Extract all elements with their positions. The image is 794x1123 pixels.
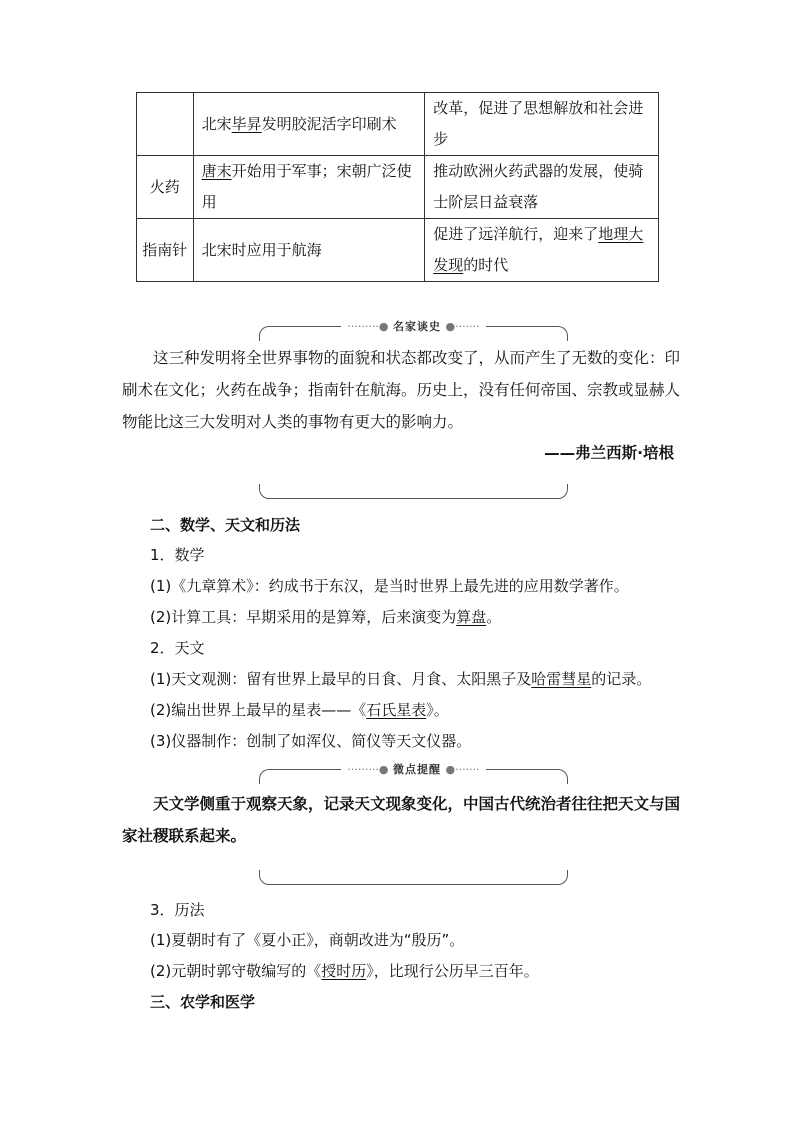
section-heading: 二、数学、天文和历法 xyxy=(150,516,301,534)
invention-development: 唐末开始用于军事；宋朝广泛使用 xyxy=(193,156,425,219)
inventions-table xyxy=(136,92,659,282)
invention-development: 北宋时应用于航海 xyxy=(193,219,425,282)
quote-author: ——弗兰西斯·培根 xyxy=(544,444,674,462)
tip-box-bottom xyxy=(259,870,568,885)
invention-impact: 推动欧洲火药武器的发展，使骑士阶层日益衰落 xyxy=(425,156,659,219)
section-heading: 三、农学和医学 xyxy=(150,993,256,1011)
quote-box-top xyxy=(259,320,568,341)
tip-box-top xyxy=(259,763,568,784)
invention-name xyxy=(137,93,194,156)
invention-development: 北宋毕昇发明胶泥活字印刷术 xyxy=(193,93,425,156)
quote-box-label: ·········● 名家谈史 ●······· xyxy=(260,318,567,334)
invention-impact: 改革，促进了思想解放和社会进步 xyxy=(425,93,659,156)
table-row xyxy=(137,93,659,156)
invention-impact: 促进了远洋航行，迎来了地理大发现的时代 xyxy=(425,219,659,282)
invention-name: 指南针 xyxy=(137,219,194,282)
list-item: (2)编出世界上最早的星表——《石氏星表》。 xyxy=(150,701,449,719)
list-item: (1)天文观测：留有世界上最早的日食、月食、太阳黑子及哈雷彗星的记录。 xyxy=(150,670,652,688)
invention-name: 火药 xyxy=(137,156,194,219)
tip-box-label: ·········● 微点提醒 ●······· xyxy=(260,761,567,777)
list-item: (1)《九章算术》：约成书于东汉，是当时世界上最先进的应用数学著作。 xyxy=(150,577,629,595)
quote-box-bottom xyxy=(259,484,568,499)
subsection-title: 2．天文 xyxy=(150,639,205,657)
subsection-title: 1．数学 xyxy=(150,546,205,564)
list-item: (2)元朝时郭守敬编写的《授时历》，比现行公历早三百年。 xyxy=(150,962,539,980)
list-item: (1)夏朝时有了《夏小正》，商朝改进为“殷历”。 xyxy=(150,931,465,949)
table-row xyxy=(137,219,659,282)
quote-text: 这三种发明将全世界事物的面貌和状态都改变了，从而产生了无数的变化：印刷术在文化；火药在战争；指南针在航海。历史上，没有任何帝国、宗教或显赫人物能比这三大发明对人类的事物有更大的影响力。 xyxy=(122,349,681,431)
list-item: (2)计算工具：早期采用的是算筹，后来演变为算盘。 xyxy=(150,608,502,626)
tip-text: 天文学侧重于观察天象，记录天文现象变化，中国古代统治者往往把天文与国家社稷联系起来。 xyxy=(122,795,681,845)
list-item: (3)仪器制作：创制了如浑仪、简仪等天文仪器。 xyxy=(150,732,472,750)
table-row xyxy=(137,156,659,219)
subsection-title: 3．历法 xyxy=(150,901,205,919)
